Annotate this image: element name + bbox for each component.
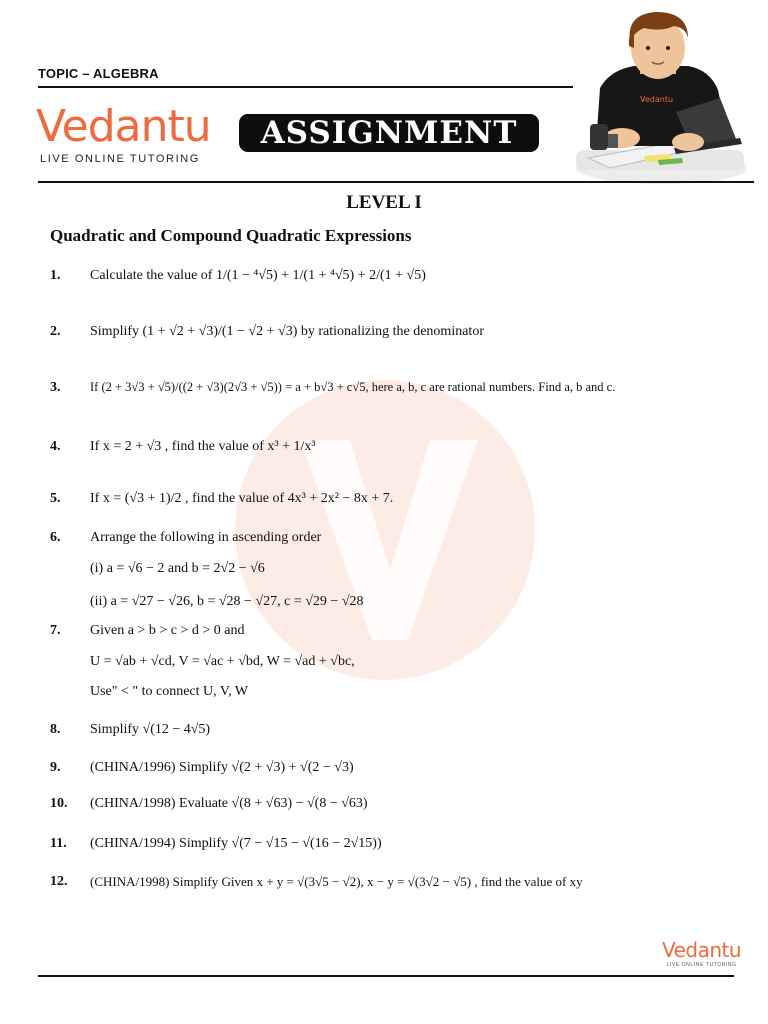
footer-logo <box>662 938 741 968</box>
question-number: 11. <box>50 836 67 851</box>
question-text: Arrange the following in ascending order <box>90 530 322 545</box>
question-number: 10. <box>50 796 68 811</box>
student-illustration <box>570 8 746 186</box>
header-rule <box>38 181 754 183</box>
question-number: 6. <box>50 530 61 545</box>
topic-rule <box>38 86 573 88</box>
question-number: 12. <box>50 874 68 889</box>
level-heading: LEVEL I <box>346 192 422 213</box>
question-text: If (2 + 3√3 + √5)/((2 + √3)(2√3 + √5)) = a + b√3 + c√5, here a, b, c are rational numbers. Find a, b and c. <box>90 380 616 394</box>
question-text: Simplify √(12 − 4√5) <box>90 722 211 737</box>
question-text: (ii) a = √27 − √26, b = √28 − √27, c = √29 − √28 <box>90 594 364 609</box>
footer-logo-wordmark: Vedantu <box>662 938 742 962</box>
footer-rule <box>38 975 734 977</box>
question-text: Use" < " to connect U, V, W <box>90 684 249 699</box>
question-text: If x = (√3 + 1)/2 , find the value of 4x³ + 2x² − 8x + 7. <box>90 491 394 506</box>
shirt-logo-text: Vedantu <box>640 95 674 104</box>
question-number: 5. <box>50 491 61 506</box>
question-text: Simplify (1 + √2 + √3)/(1 − √2 + √3) by rationalizing the denominator <box>90 324 484 339</box>
logo-wordmark: Vedantu <box>36 101 211 152</box>
question-text: If x = 2 + √3 , find the value of x³ + 1/x³ <box>90 439 316 454</box>
question-text: U = √ab + √cd, V = √ac + √bd, W = √ad + √bc, <box>90 654 355 669</box>
question-text: (CHINA/1998) Simplify Given x + y = √(3√5 − √2), x − y = √(3√2 − √5) , find the value of xy <box>90 874 583 889</box>
question-text: (CHINA/1998) Evaluate √(8 + √63) − √(8 − √63) <box>90 796 368 811</box>
vedantu-logo <box>36 103 211 165</box>
question-number: 7. <box>50 623 61 638</box>
question-number: 4. <box>50 439 61 454</box>
assignment-badge: ASSIGNMENT <box>239 114 539 152</box>
question-number: 9. <box>50 760 61 775</box>
question-number: 1. <box>50 268 61 283</box>
section-heading: Quadratic and Compound Quadratic Expressions <box>50 226 412 245</box>
question-number: 8. <box>50 722 61 737</box>
question-text: (CHINA/1994) Simplify √(7 − √15 − √(16 − 2√15)) <box>90 836 382 851</box>
question-text: Given a > b > c > d > 0 and <box>90 623 245 638</box>
topic-label: TOPIC – ALGEBRA <box>38 66 159 81</box>
logo-tagline: LIVE ONLINE TUTORING <box>40 153 200 165</box>
question-text: (CHINA/1996) Simplify √(2 + √3) + √(2 − √3) <box>90 760 354 775</box>
question-text: (i) a = √6 − 2 and b = 2√2 − √6 <box>90 561 265 576</box>
question-text: Calculate the value of 1/(1 − ⁴√5) + 1/(1 + ⁴√5) + 2/(1 + √5) <box>90 268 426 283</box>
question-number: 3. <box>50 380 61 395</box>
footer-logo-tagline: LIVE ONLINE TUTORING <box>666 962 737 968</box>
question-number: 2. <box>50 324 61 339</box>
